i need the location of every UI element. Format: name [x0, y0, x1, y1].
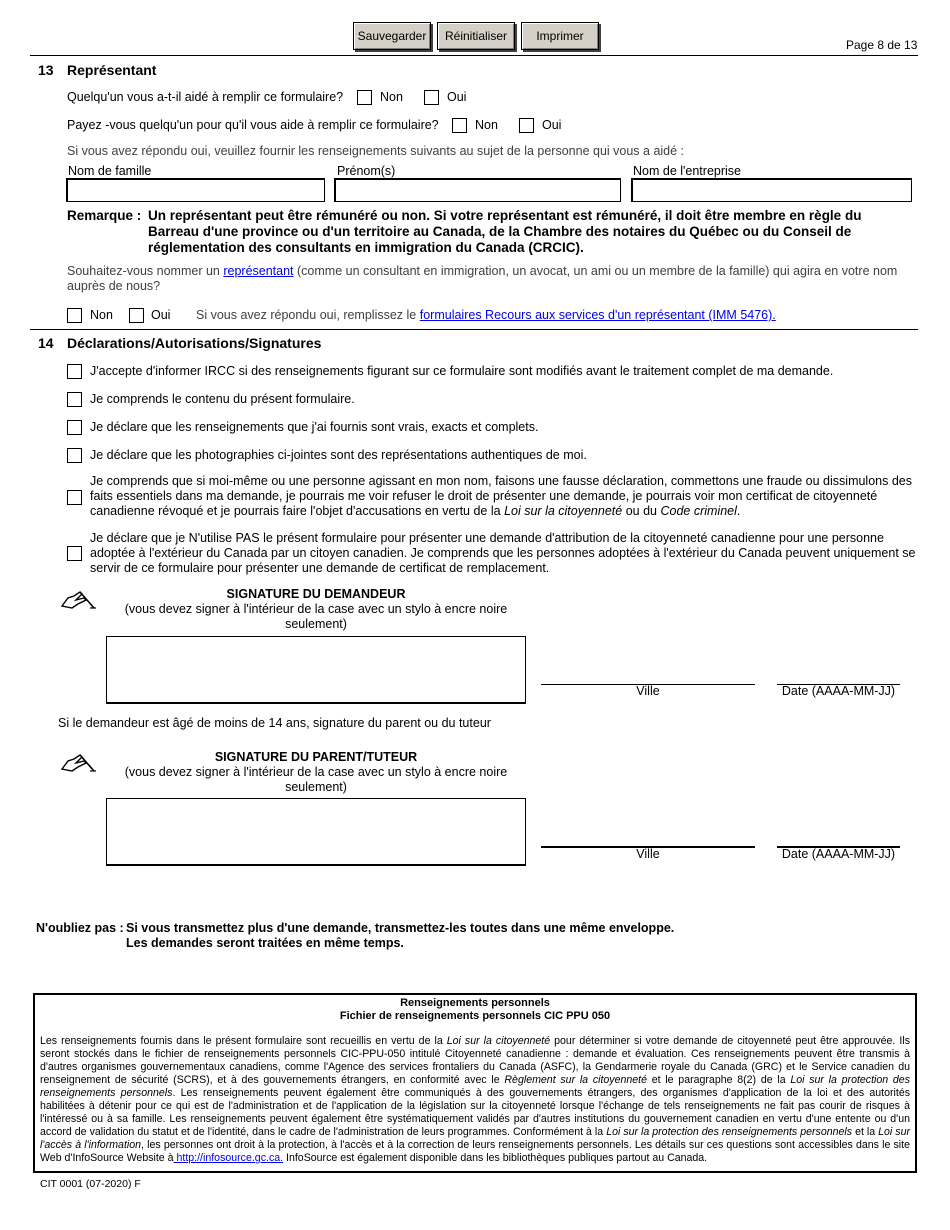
- firstname-field[interactable]: [334, 178, 621, 202]
- reset-button[interactable]: Réinitialiser: [437, 22, 515, 50]
- privacy-paragraph: [40, 1035, 910, 1165]
- paid-no-checkbox[interactable]: [452, 118, 467, 133]
- applicant-signature-box[interactable]: [106, 636, 526, 704]
- lastname-field[interactable]: [66, 178, 325, 202]
- parent-city-label: Ville: [636, 847, 660, 861]
- remark-line-1: Un représentant peut être rémunéré ou non. Si votre représentant est rémunéré, il doit être membre en règle du: [148, 208, 862, 223]
- imm5476-link[interactable]: formulaires Recours aux services d'un représentant (IMM 5476).: [419, 308, 776, 322]
- lastname-label: Nom de famille: [68, 164, 152, 178]
- parent-signature-instruction-1: (vous devez signer à l'intérieur de la case avec un stylo à encre noire: [124, 765, 508, 779]
- section-13-title: Représentant: [67, 62, 157, 78]
- declaration-3-checkbox[interactable]: [67, 420, 82, 435]
- paid-question: Payez -vous quelqu'un pour qu'il vous aide à remplir ce formulaire?: [67, 118, 439, 132]
- infosource-link[interactable]: http://infosource.gc.ca.: [173, 1152, 284, 1164]
- access-act: Loi sur l'accès à l'information: [40, 1126, 910, 1151]
- reminder-line-2: Les demandes seront traitées en même temps.: [126, 936, 404, 950]
- declaration-2-checkbox[interactable]: [67, 392, 82, 407]
- privacy-text: . Les renseignements peuvent également être communiqués à des gouvernements étrangers, des organismes d'application de la loi et des autorités habilitées à détenir pour ce qui est de l'administration et de l'application de la législation sur la citoyenneté lorsque l'échange de tels renseignements ne fait pas courir de risques à l'intéressé ou à sa famille. Les renseignements peuvent également être systématiquement validés par d'autres institutions du gouvernement canadien en vertu d'une entente ou d'un accord de validation du statut et de l'identité, dans le cadre de l'administration de leurs programmes. Conformément à la: [40, 1087, 911, 1138]
- reminder-label: N'oubliez pas :: [36, 921, 124, 935]
- applicant-date-label: Date (AAAA-MM-JJ): [781, 684, 896, 698]
- privacy-text: et la: [855, 1126, 876, 1138]
- declaration-2-text: Je comprends le contenu du présent formulaire.: [90, 392, 355, 406]
- parent-signature-box[interactable]: [106, 798, 526, 866]
- privacy-regulation: Règlement sur la citoyenneté: [504, 1074, 647, 1086]
- parent-date-label: Date (AAAA-MM-JJ): [781, 847, 896, 861]
- reminder-line-1: Si vous transmettez plus d'une demande, transmettez-les toutes dans une même enveloppe.: [126, 921, 675, 935]
- privacy-text: et le paragraphe 8(2) de la: [651, 1074, 786, 1086]
- pen-hand-icon: [60, 586, 98, 618]
- applicant-signature-instruction-1: (vous devez signer à l'intérieur de la case avec un stylo à encre noire: [124, 602, 508, 616]
- appoint-question-line-1: [67, 264, 897, 278]
- privacy-text: pour déterminer si votre demande de citoyenneté peut être approuvée. Ils seront stockés dans le fichier de renseignements personnels CIC-PPU-050 intitulé Citoyenneté canadienne : demande et évaluation. Ces renseignements peuvent être transmis à d'autres organismes gouvernementaux canadiens, comme l'Agence des services frontaliers du Canada (ASFC), la Gendarmerie royale du Canada (GRC) et le Service canadien du renseignement de sécurité (SCRS), et à des gouvernements étrangers, en conformité avec le: [40, 1035, 910, 1086]
- appoint-no-label: Non: [90, 308, 113, 322]
- appoint-question-line-2: auprès de nous?: [67, 279, 161, 293]
- privacy-title: Renseignements personnels: [400, 997, 550, 1009]
- applicant-city-label: Ville: [636, 684, 660, 698]
- declaration-6-line-2: adoptée à l'extérieur du Canada par un citoyen canadien. Je comprends que les personnes adoptées à l'extérieur du Canada peuvent uniquement se: [90, 546, 916, 560]
- pen-hand-icon: [60, 749, 98, 781]
- paid-yes-label: Oui: [542, 118, 562, 132]
- firstname-label: Prénom(s): [337, 164, 396, 178]
- applicant-signature-title: SIGNATURE DU DEMANDEUR: [226, 587, 406, 601]
- declaration-5-line-3: [90, 504, 740, 518]
- save-button[interactable]: Sauvegarder: [353, 22, 431, 50]
- declaration-5-line-1: Je comprends que si moi-même ou une personne agissant en mon nom, faisons une fausse déclaration, commettons une fraude ou dissimulons des: [90, 474, 912, 488]
- declaration-4-text: Je déclare que les photographies ci-jointes sont des représentations authentiques de moi.: [90, 448, 587, 462]
- d5-end: .: [736, 504, 741, 518]
- declaration-3-text: Je déclare que les renseignements que j'ai fournis sont vrais, exacts et complets.: [90, 420, 539, 434]
- divider: [30, 329, 918, 330]
- section-14-number: 14: [38, 335, 54, 351]
- helped-no-checkbox[interactable]: [357, 90, 372, 105]
- parent-signature-title: SIGNATURE DU PARENT/TUTEUR: [214, 750, 418, 764]
- paid-no-label: Non: [475, 118, 498, 132]
- appoint-yes-checkbox[interactable]: [129, 308, 144, 323]
- applicant-signature-instruction-2: seulement): [285, 617, 347, 631]
- d5-law: Loi sur la citoyenneté: [504, 504, 623, 518]
- company-field[interactable]: [631, 178, 912, 202]
- privacy-text: Les renseignements fournis dans le présent formulaire sont recueillis en vertu de la: [40, 1035, 443, 1047]
- parent-signature-instruction-2: seulement): [285, 780, 347, 794]
- privacy-text: InfoSource est également disponible dans les bibliothèques publiques partout au Canada.: [283, 1152, 708, 1164]
- appoint-post: (comme un consultant en immigration, un avocat, un ami ou un membre de la famille) qui agira en votre nom: [297, 264, 898, 278]
- declaration-6-checkbox[interactable]: [67, 546, 82, 561]
- appoint-pre: Souhaitez-vous nommer un: [67, 264, 220, 278]
- helped-no-label: Non: [380, 90, 403, 104]
- section-14-title: Déclarations/Autorisations/Signatures: [67, 335, 322, 351]
- fill-pre: Si vous avez répondu oui, remplissez le: [196, 308, 417, 322]
- remark-line-3: réglementation des consultants en immigration du Canada (CRCIC).: [148, 240, 584, 255]
- d5-pre: canadienne révoqué et je pourrais faire l'objet d'accusations en vertu de la: [90, 504, 501, 518]
- paid-yes-checkbox[interactable]: [519, 118, 534, 133]
- appoint-yes-label: Oui: [151, 308, 171, 322]
- declaration-6-line-1: Je déclare que je N'utilise PAS le présent formulaire pour présenter une demande d'attribution de la citoyenneté canadienne pour une personne: [90, 531, 884, 545]
- if-yes-instruction: Si vous avez répondu oui, veuillez fournir les renseignements suivants au sujet de la personne qui vous a aidé :: [67, 144, 685, 158]
- helped-question: Quelqu'un vous a-t-il aidé à remplir ce formulaire?: [67, 90, 344, 104]
- fill-form-instruction: [196, 308, 776, 322]
- divider: [30, 55, 918, 56]
- declaration-4-checkbox[interactable]: [67, 448, 82, 463]
- declaration-1-checkbox[interactable]: [67, 364, 82, 379]
- d5-code: Code criminel: [660, 504, 737, 518]
- print-button[interactable]: Imprimer: [521, 22, 599, 50]
- helped-yes-checkbox[interactable]: [424, 90, 439, 105]
- helped-yes-label: Oui: [447, 90, 467, 104]
- remark-line-2: Barreau d'une province ou d'un territoire au Canada, de la Chambre des notaires du Québec ou du Conseil de: [148, 224, 852, 239]
- company-label: Nom de l'entreprise: [633, 164, 741, 178]
- declaration-5-checkbox[interactable]: [67, 490, 82, 505]
- form-code: CIT 0001 (07-2020) F: [40, 1178, 141, 1190]
- privacy-text: , les personnes ont droit à la protection, à l'accès et à la correction de leurs renseignements personnels. Les détails sur ces questions sont accessibles dans le site Web d'InfoSource Website à: [40, 1139, 910, 1164]
- declaration-1-text: J'accepte d'informer IRCC si des renseignements figurant sur ce formulaire sont modifiés avant le traitement complet de ma demande.: [90, 364, 834, 378]
- remark-label: Remarque :: [67, 208, 142, 223]
- section-13-number: 13: [38, 62, 54, 78]
- privacy-act: Loi sur la protection des renseignements personnels: [40, 1074, 911, 1099]
- declaration-6-line-3: servir de ce formulaire pour présenter une demande de certificat de remplacement.: [90, 561, 550, 575]
- privacy-notice-box: [33, 993, 917, 1173]
- appoint-no-checkbox[interactable]: [67, 308, 82, 323]
- under-14-note: Si le demandeur est âgé de moins de 14 ans, signature du parent ou du tuteur: [58, 716, 491, 730]
- d5-mid: ou du: [625, 504, 657, 518]
- privacy-law-citizenship: Loi sur la citoyenneté: [446, 1035, 551, 1047]
- page-number: Page 8 de 13: [846, 38, 918, 52]
- privacy-act: Loi sur la protection des renseignements personnels: [606, 1126, 853, 1138]
- privacy-subtitle: Fichier de renseignements personnels CIC PPU 050: [339, 1010, 611, 1022]
- declaration-5-line-2: faits essentiels dans ma demande, je pourrais me voir refuser le droit de présenter une demande, je pourrais voir mon certificat de citoyenneté: [90, 489, 878, 503]
- representative-link[interactable]: représentant: [223, 264, 294, 278]
